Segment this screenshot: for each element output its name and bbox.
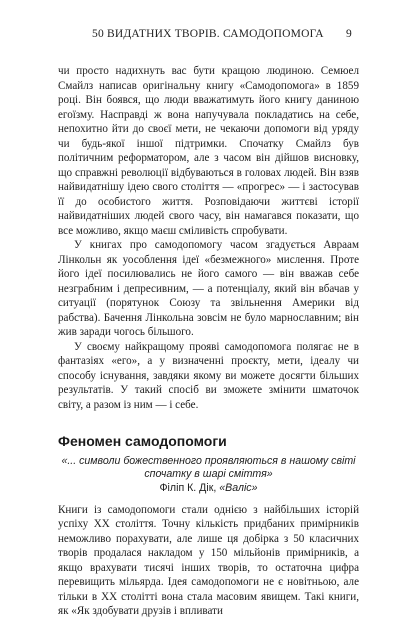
epigraph-author: Філіп К. Дік, <box>159 481 220 494</box>
epigraph <box>58 455 359 495</box>
section-heading: Феномен самодопомоги <box>58 433 227 449</box>
epigraph-work: «Валіс» <box>219 481 258 494</box>
paragraph: Книги із самодопомоги стали однією з найбільших історій успіху XX століття. Точну кількість придбаних примірників неможливо порахувати, але лише ця добірка з 50 класичних творів продалася накладом у 150 мільйонів примірників, а якщо врахувати тисячі інших творів, то остаточна цифра перевищить мільярда. Ідея самодопомоги не є новітньою, але тільки в XX столітті вона стала масовим явищем. Такі книги, як «Як здобувати друзів і впливати <box>58 503 359 617</box>
paragraph: У книгах про самодопомогу часом згадується Авраам Лінкольн як уособлення ідеї «безмежного» мислення. Проте його ідеї посилювались не його самого — він вважав себе незграбним і депресивним, — а потенціалу, який він вбачав у ситуації (порятунок Союзу та звільнення Америки від рабства). Бачення Лінкольна зовсім не було марнославним; він жив заради чогось більшого. <box>58 239 359 338</box>
page-body <box>58 64 359 619</box>
paragraph: чи просто надихнуть вас бути кращою людиною. Семюел Смайлз написав оригінальну книгу «Самодопомога» в 1859 році. Він боявся, що люди вважатимуть його книгу даниною егоїзму. Насправді ж вона напучувала покладатись на себе, непохитно йти до своєї мети, не чекаючи допомоги від уряду чи будь-якої іншої підтримки. Спочатку Смайлз був політичним реформатором, але з часом він дійшов висновку, що справжні революції відбуваються в головах людей. Він взяв найвидатнішу ідею свого століття — «прогрес» — і застосував її до особистого життя. Розповідаючи життєві історії найвидатніших людей свого часу, він намагався показати, що все можливо, якщо маєш сміливість спробувати. <box>58 65 359 237</box>
book-title: 50 ВИДАТНИХ ТВОРІВ. САМОДОПОМОГА <box>92 28 324 40</box>
epigraph-attribution <box>58 482 359 495</box>
page-number: 9 <box>346 28 352 40</box>
paragraph: У своєму найкращому прояві самодопомога полягає не в фантазіях «его», а у визначенні проєкту, мети, ідеалу чи способу існування, завдяки якому ви можете досягти більших результатів. У такий спосіб ви зможете змінити шматочок світу, а разом із ним — і себе. <box>58 340 359 411</box>
epigraph-quote: «... символи божественного проявляються в нашому світі спочатку в шарі сміття» <box>61 454 356 480</box>
